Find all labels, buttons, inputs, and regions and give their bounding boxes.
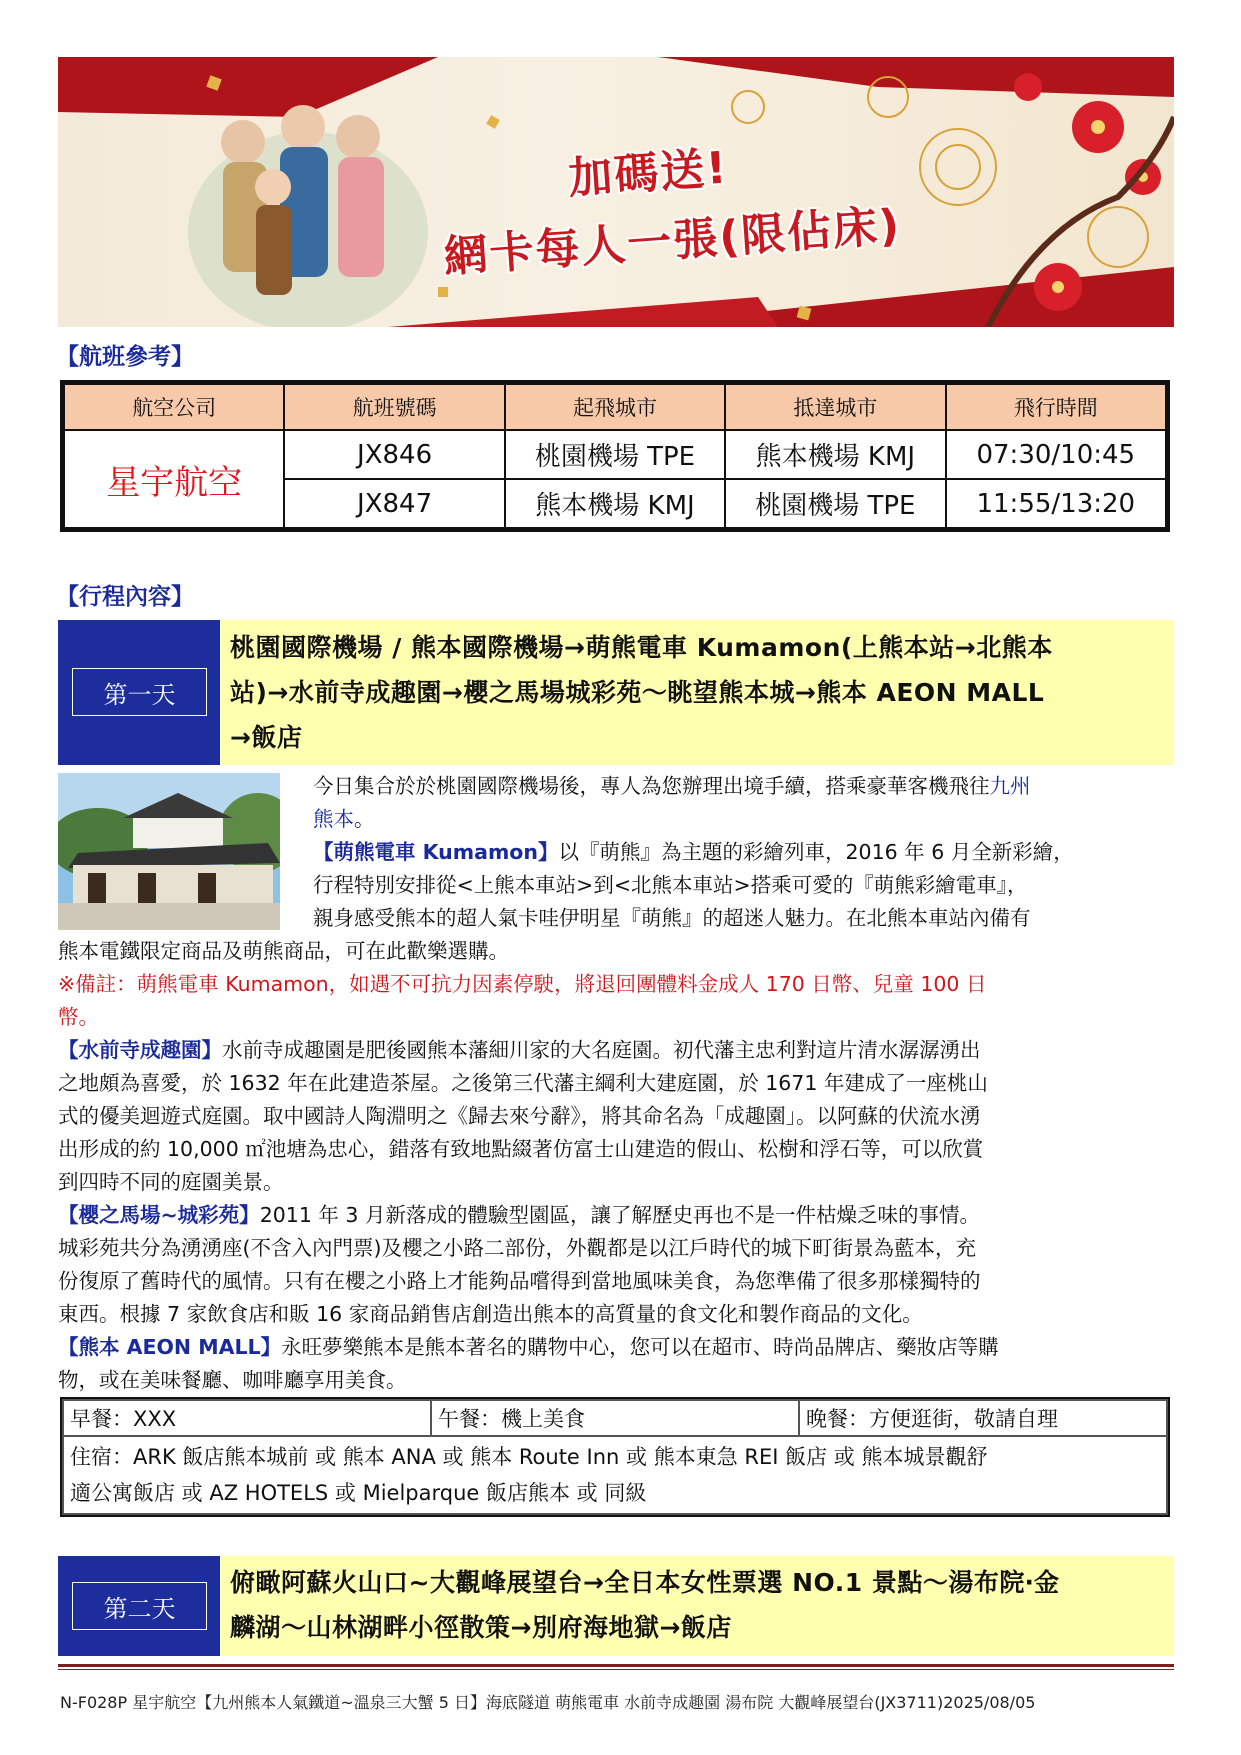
kumamon-note: ※備註：萌熊電車 Kumamon，如遇不可抗力因素停駛，將退回團體料金成人 170 日幣、兒童 100 日 [58, 972, 987, 996]
day1-intro-cont: 熊本。 [313, 807, 375, 831]
dinner-cell: 晚餐：方便逛街，敬請自理 [799, 1400, 1167, 1436]
departure-city: 熊本機場 KMJ [505, 479, 725, 528]
flight-table [60, 380, 1170, 532]
hotel-row [63, 1436, 1167, 1514]
header-flight-time: 飛行時間 [946, 384, 1166, 430]
kumamon-line: 熊本電鐵限定商品及萌熊商品，可在此歡樂選購。 [58, 939, 509, 963]
banner-subheadline: 網卡每人一張(限佔床) [442, 200, 903, 283]
suizenji-keyword: 【水前寺成趣園】 [58, 1038, 222, 1062]
footer-divider [58, 1664, 1174, 1667]
kumamon-line: 親身感受熊本的超人氣卡哇伊明星『萌熊』的超迷人魅力。在北熊本車站內備有 [313, 906, 1031, 930]
sakura-paragraph: 【櫻之馬場~城彩苑】2011 年 3 月新落成的體驗型園區，讓了解歷史再也不是一件枯燥乏味的事情。 [58, 1203, 980, 1227]
sakura-line: 份復原了舊時代的風情。只有在櫻之小路上才能夠品嚐得到當地風味美食，為您準備了很多那樣獨特的 [58, 1269, 981, 1293]
header-airline: 航空公司 [64, 384, 284, 430]
page-footer: N-F028P 星宇航空【九州熊本人氣鐵道~溫泉三大蟹 5 日】海底隧道 萌熊電車 水前寺成趣園 湯布院 大觀峰展望台(JX3711)2025/08/05 [60, 1693, 1036, 1712]
table-row [64, 430, 1166, 479]
arrival-city: 桃園機場 TPE [725, 479, 945, 528]
suizenji-line: 式的優美迴遊式庭園。取中國詩人陶淵明之《歸去來兮辭》，將其命名為「成趣園」。以阿蘇的伏流水湧 [58, 1104, 981, 1128]
flight-number: JX847 [284, 479, 504, 528]
suizenji-line: 到四時不同的庭園美景。 [58, 1170, 284, 1194]
day2-title-line: 俯瞰阿蘇火山口~大觀峰展望台→全日本女性票選 NO.1 景點～湯布院‧金 [230, 1568, 1060, 1597]
breakfast-cell: 早餐：XXX [63, 1400, 431, 1436]
airline-name: 星宇航空 [64, 430, 284, 528]
flight-time: 11:55/13:20 [946, 479, 1166, 528]
kumamon-paragraph: 【萌熊電車 Kumamon】以『萌熊』為主題的彩繪列車，2016 年 6 月全新彩繪， [313, 840, 1074, 864]
header-flight-no: 航班號碼 [284, 384, 504, 430]
header-arrival: 抵達城市 [725, 384, 945, 430]
itinerary-section-title: 【行程內容】 [56, 584, 194, 610]
hotel-cell [63, 1436, 1167, 1514]
flight-section-title: 【航班參考】 [56, 344, 194, 370]
day1-title-line: 桃園國際機場 / 熊本國際機場→萌熊電車 Kumamon(上熊本站→北熊本 [230, 633, 1053, 662]
flight-number: JX846 [284, 430, 504, 479]
sakura-keyword: 【櫻之馬場~城彩苑】 [58, 1203, 260, 1227]
day1-title-line: 站)→水前寺成趣園→櫻之馬場城彩苑～眺望熊本城→熊本 AEON MALL [230, 678, 1045, 707]
sakura-line: 城彩苑共分為湧湧座(不含入內門票)及櫻之小路二部份，外觀都是以江戶時代的城下町街景為藍本，充 [58, 1236, 976, 1260]
meal-hotel-table [60, 1397, 1170, 1517]
sakura-line: 東西。根據 7 家飲食店和販 16 家商品銷售店創造出熊本的高質量的食文化和製作商品的文化。 [58, 1302, 923, 1326]
group-photo-illustration [188, 105, 428, 327]
suizenji-line: 之地頗為喜愛，於 1632 年在此建造茶屋。之後第三代藩主綱利大建庭園，於 1671 年建成了一座桃山 [58, 1071, 988, 1095]
flight-table-header [64, 384, 1166, 430]
hotel-line: 住宿：ARK 飯店熊本城前 或 熊本 ANA 或 熊本 Route Inn 或 熊本東急 REI 飯店 或 熊本城景觀舒 [70, 1445, 988, 1469]
footer-divider-thin [58, 1669, 1174, 1670]
meal-row [63, 1400, 1167, 1436]
aeon-paragraph: 【熊本 AEON MALL】永旺夢樂熊本是熊本著名的購物中心，您可以在超市、時尚品牌店、藥妝店等購 [58, 1335, 999, 1359]
day2-label-box [58, 1556, 220, 1656]
day1-photo [58, 773, 280, 930]
arrival-city: 熊本機場 KMJ [725, 430, 945, 479]
header-departure: 起飛城市 [505, 384, 725, 430]
day1-title-box [220, 620, 1174, 765]
flight-time: 07:30/10:45 [946, 430, 1166, 479]
suizenji-line: 出形成的約 10,000 ㎡池塘為忠心，錯落有致地點綴著仿富士山建造的假山、松樹和浮石等，可以欣賞 [58, 1137, 984, 1161]
kumamon-note-cont: 幣。 [58, 1005, 99, 1029]
hotel-line: 適公寓飯店 或 AZ HOTELS 或 Mielparque 飯店熊本 或 同級 [70, 1481, 647, 1505]
day1-label-box [58, 620, 220, 765]
day1-label: 第一天 [72, 668, 207, 716]
day2-title-line: 麟湖～山林湖畔小徑散策→別府海地獄→飯店 [230, 1613, 732, 1642]
day2-label: 第二天 [72, 1582, 207, 1630]
day1-title-line: →飯店 [230, 723, 303, 752]
day2-title-box [220, 1556, 1174, 1656]
kumamon-line: 行程特別安排從<上熊本車站>到<北熊本車站>搭乘可愛的『萌熊彩繪電車』， [313, 873, 1028, 897]
promo-banner [58, 57, 1174, 327]
banner-headline: 加碼送! [566, 142, 730, 205]
aeon-line: 物，或在美味餐廳、咖啡廳享用美食。 [58, 1368, 407, 1392]
lunch-cell: 午餐：機上美食 [431, 1400, 799, 1436]
aeon-keyword: 【熊本 AEON MALL】 [58, 1335, 282, 1359]
day1-intro: 今日集合於於桃園國際機場後，專人為您辦理出境手續，搭乘豪華客機飛往九州 [313, 774, 1031, 798]
kumamon-keyword: 【萌熊電車 Kumamon】 [313, 840, 559, 864]
suizenji-paragraph: 【水前寺成趣園】水前寺成趣園是肥後國熊本藩細川家的大名庭園。初代藩主忠利對這片清水潺潺湧出 [58, 1038, 981, 1062]
departure-city: 桃園機場 TPE [505, 430, 725, 479]
